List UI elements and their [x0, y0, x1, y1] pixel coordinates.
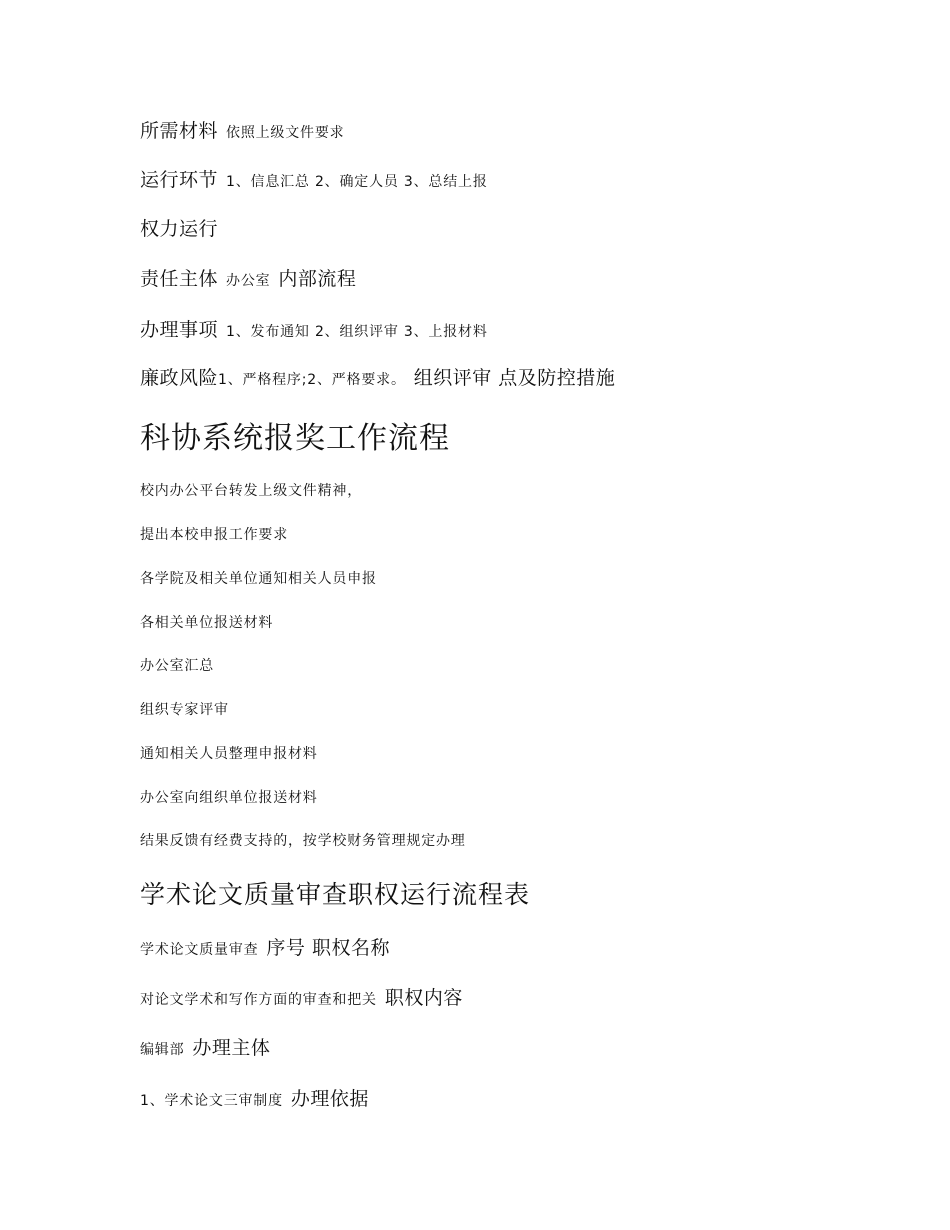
- risk-value: 1、严格程序;2、严格要求。: [218, 372, 406, 388]
- risk-suffix: 组织评审 点及防控措施: [413, 367, 616, 389]
- row-value: 编辑部: [140, 1042, 185, 1058]
- materials-line: [140, 122, 344, 141]
- matters-label: 办理事项: [140, 319, 219, 341]
- materials-value: 依照上级文件要求: [226, 125, 345, 141]
- responsible-line: [140, 270, 356, 289]
- table-row: [140, 1090, 369, 1109]
- workflow-step: 通知相关人员整理申报材料: [140, 746, 318, 762]
- row-label: 办理依据: [290, 1088, 369, 1110]
- power-heading: 权力运行: [140, 218, 219, 240]
- workflow-step: 结果反馈有经费支持的，按学校财务管理规定办理: [140, 833, 466, 849]
- table-row: [140, 939, 390, 958]
- row-label: 职权内容: [384, 987, 463, 1009]
- row-label: 办理主体: [192, 1037, 271, 1059]
- risk-label: 廉政风险: [140, 367, 219, 389]
- section3-title: 学术论文质量审查职权运行流程表: [140, 880, 531, 909]
- row-value: 对论文学术和写作方面的审查和把关: [140, 992, 377, 1008]
- row-value: 学术论文质量审查: [140, 942, 259, 958]
- workflow-step: 校内办公平台转发上级文件精神，: [140, 483, 362, 499]
- risk-line: [140, 369, 615, 388]
- workflow-step: 提出本校申报工作要求: [140, 527, 288, 543]
- workflow-step: 办公室汇总: [140, 658, 214, 674]
- responsible-suffix: 内部流程: [278, 268, 357, 290]
- steps-line: [140, 171, 488, 190]
- matters-line: [140, 321, 488, 340]
- workflow-step: 各学院及相关单位通知相关人员申报: [140, 571, 377, 587]
- table-row: [140, 1039, 270, 1058]
- steps-value: 1、信息汇总 2、确定人员 3、总结上报: [226, 174, 488, 190]
- section2-title: 科协系统报奖工作流程: [140, 421, 450, 456]
- matters-value: 1、发布通知 2、组织评审 3、上报材料: [226, 324, 488, 340]
- responsible-label: 责任主体: [140, 268, 219, 290]
- table-row: [140, 989, 463, 1008]
- workflow-step: 办公室向组织单位报送材料: [140, 790, 318, 806]
- row-label: 序号 职权名称: [266, 937, 390, 959]
- workflow-step: 组织专家评审: [140, 702, 229, 718]
- steps-label: 运行环节: [140, 169, 219, 191]
- responsible-value: 办公室: [226, 273, 271, 289]
- workflow-step: 各相关单位报送材料: [140, 615, 274, 631]
- materials-label: 所需材料: [140, 120, 219, 142]
- row-value: 1、学术论文三审制度: [140, 1093, 283, 1109]
